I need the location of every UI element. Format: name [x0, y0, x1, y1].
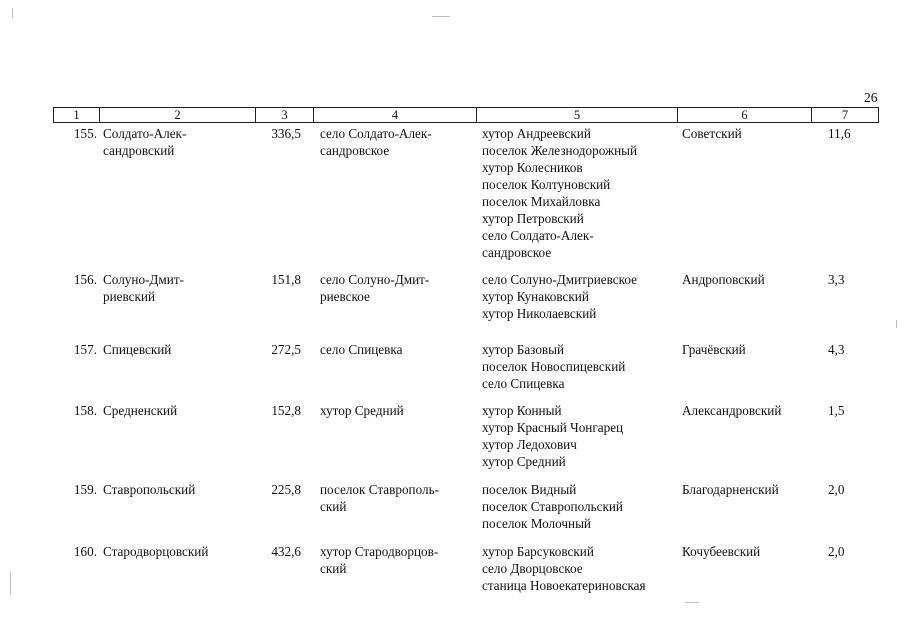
district-name: Андроповский [682, 272, 765, 287]
entity-name [103, 543, 208, 560]
settlements-list-line: село Спицевка [482, 376, 565, 391]
settlements-list-line: село Солдато-Алек- [482, 228, 594, 243]
header-col-1: 1 [54, 108, 100, 122]
admin-center [320, 543, 438, 577]
settlements-list-line: хутор Кунаковский [482, 289, 589, 304]
entity-name-line: Средненский [103, 403, 178, 418]
row-number: 156. [73, 272, 97, 287]
header-col-6: 6 [678, 108, 812, 122]
settlements-list [482, 481, 623, 532]
population-value: 3,3 [828, 272, 845, 287]
settlements-list-line: хутор Петровский [482, 211, 584, 226]
settlements-list-line: поселок Колтуновский [482, 177, 611, 192]
admin-center-line: хутор Средний [320, 403, 404, 418]
settlements-list-line: хутор Андреевский [482, 126, 591, 141]
header-col-3: 3 [256, 108, 314, 122]
settlements-list [482, 341, 625, 392]
settlements-list-line: поселок Видный [482, 482, 577, 497]
district-name: Александровский [682, 403, 782, 418]
entity-name-line: сандровский [103, 143, 175, 158]
row-number: 158. [73, 403, 97, 418]
population-value: 2,0 [828, 482, 845, 497]
entity-name-line: Спицевский [103, 342, 172, 357]
settlements-list-line: поселок Ставропольский [482, 499, 623, 514]
entity-name-line: Солуно-Дмит- [103, 272, 184, 287]
area-value: 151,8 [271, 272, 301, 287]
row-number: 160. [73, 544, 97, 559]
entity-name [103, 271, 184, 305]
admin-center-line: поселок Ставрополь- [320, 482, 440, 497]
scan-artifact [12, 8, 13, 18]
admin-center-line: село Солдато-Алек- [320, 126, 432, 141]
page-number: 26 [864, 90, 878, 105]
row-number: 157. [73, 342, 97, 357]
settlements-list [482, 402, 623, 470]
header-col-7: 7 [841, 108, 849, 122]
area-value: 336,5 [271, 126, 301, 141]
entity-name-line: риевский [103, 289, 156, 304]
admin-center-line: хутор Стародворцов- [320, 544, 439, 559]
population-value: 1,5 [828, 403, 845, 418]
scan-artifact [896, 320, 897, 328]
settlements-list-line: хутор Базовый [482, 342, 565, 357]
admin-center-line: ский [320, 499, 347, 514]
admin-center-line: ский [320, 561, 347, 576]
header-col-5: 5 [477, 108, 678, 122]
entity-name [103, 341, 171, 358]
admin-center-line: село Спицевка [320, 342, 403, 357]
district-name: Кочубеевский [682, 544, 761, 559]
settlements-list [482, 271, 637, 322]
settlements-list-line: поселок Молочный [482, 516, 591, 531]
entity-name-line: Ставропольский [103, 482, 196, 497]
admin-center [320, 481, 439, 515]
entity-name [103, 125, 186, 159]
area-value: 272,5 [271, 342, 301, 357]
population-value: 2,0 [828, 544, 845, 559]
population-value: 4,3 [828, 342, 845, 357]
district-name: Советский [682, 126, 742, 141]
admin-center-line: сандровское [320, 143, 390, 158]
row-number: 159. [73, 482, 97, 497]
settlements-list-line: село Дворцовское [482, 561, 583, 576]
settlements-list-line: станица Новоекатериновская [482, 578, 646, 593]
population-value: 11,6 [828, 126, 851, 141]
area-value: 432,6 [271, 544, 301, 559]
entity-name-line: Солдато-Алек- [103, 126, 187, 141]
district-name: Благодарненский [682, 482, 779, 497]
settlements-list-line: хутор Красный Чонгарец [482, 420, 624, 435]
admin-center [320, 271, 429, 305]
settlements-list-line: хутор Колесников [482, 160, 583, 175]
area-value: 225,8 [271, 482, 301, 497]
settlements-list-line: хутор Николаевский [482, 306, 597, 321]
header-col-4: 4 [314, 108, 477, 122]
admin-center [320, 402, 404, 419]
settlements-list-line: поселок Новоспицевский [482, 359, 626, 374]
scan-artifact [432, 16, 450, 17]
settlements-list-line: хутор Средний [482, 454, 566, 469]
settlements-list-line: село Солуно-Дмитриевское [482, 272, 637, 287]
header-col-2: 2 [100, 108, 256, 122]
table-header-row [53, 107, 879, 123]
settlements-list-line: хутор Конный [482, 403, 562, 418]
area-value: 152,8 [271, 403, 301, 418]
settlements-list-line: хутор Ледохович [482, 437, 577, 452]
admin-center-line: риевское [320, 289, 370, 304]
admin-center [320, 125, 432, 159]
admin-center [320, 341, 402, 358]
entity-name [103, 481, 195, 498]
settlements-list [482, 543, 646, 594]
settlements-list-line: поселок Михайловка [482, 194, 601, 209]
settlements-list-line: поселок Железнодорожный [482, 143, 638, 158]
entity-name [103, 402, 177, 419]
scan-artifact [10, 572, 11, 594]
row-number: 155. [73, 126, 97, 141]
settlements-list-line: хутор Барсуковский [482, 544, 594, 559]
scan-artifact [685, 602, 699, 603]
settlements-list [482, 125, 637, 261]
district-name: Грачёвский [682, 342, 746, 357]
admin-center-line: село Солуно-Дмит- [320, 272, 430, 287]
settlements-list-line: сандровское [482, 245, 552, 260]
entity-name-line: Стародворцовский [103, 544, 209, 559]
